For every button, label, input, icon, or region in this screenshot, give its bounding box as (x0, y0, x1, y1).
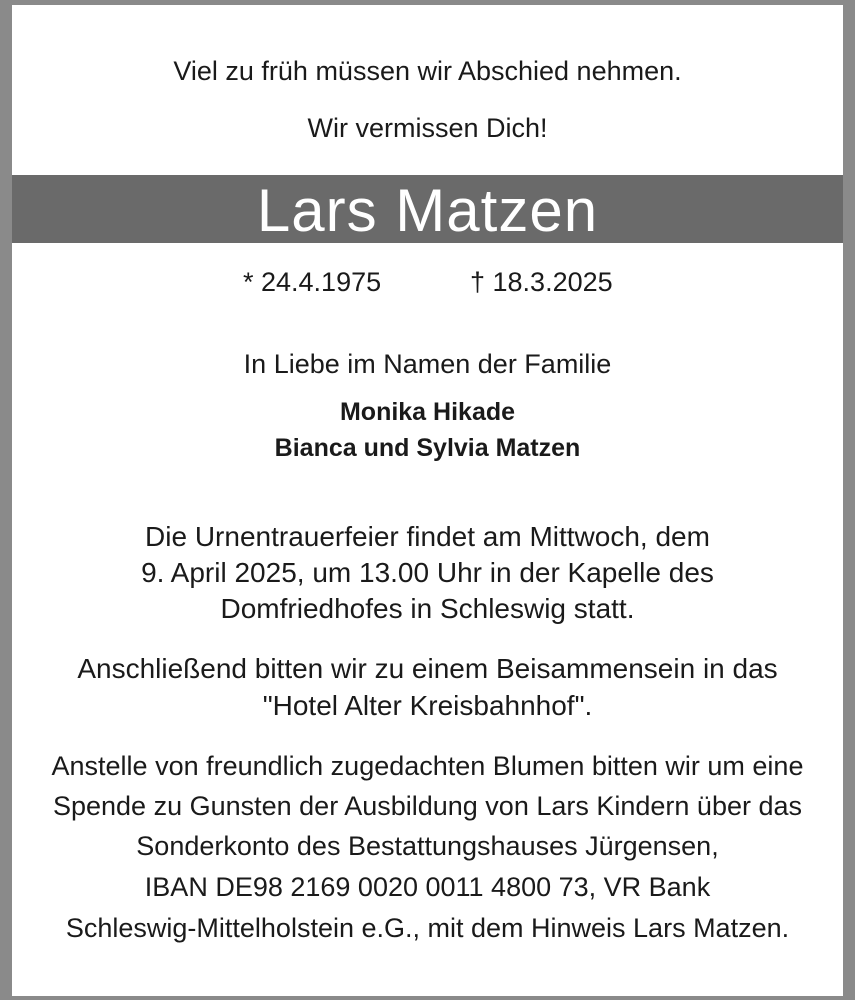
family-name-1: Monika Hikade (339, 398, 516, 426)
name-banner (12, 175, 843, 243)
donation-line-1: Anstelle von freundlich zugedachten Blumen bitten wir um eine (51, 751, 804, 781)
donation-line-3: Sonderkonto des Bestattungshauses Jürgensen, (136, 831, 719, 861)
ceremony-line-2: 9. April 2025, um 13.00 Uhr in der Kapelle des (141, 557, 714, 588)
ceremony-line-3: Domfriedhofes in Schleswig statt. (220, 593, 635, 624)
death-date: † 18.3.2025 (470, 267, 613, 297)
birth-date: * 24.4.1975 (243, 267, 382, 297)
ceremony-line-1: Die Urnentrauerfeier findet am Mittwoch, dem (145, 521, 710, 552)
donation-line-2: Spende zu Gunsten der Ausbildung von Lars Kindern über das (52, 791, 802, 821)
gathering-line-2: "Hotel Alter Kreisbahnhof". (262, 690, 593, 721)
deceased-name: Lars Matzen (256, 177, 599, 244)
donation-line-4: IBAN DE98 2169 0020 0011 4800 73, VR Bank (144, 872, 711, 902)
donation-line-5: Schleswig-Mittelholstein e.G., mit dem Hinweis Lars Matzen. (65, 913, 790, 943)
family-name-2: Bianca und Sylvia Matzen (274, 434, 581, 462)
gathering-line-1: Anschließend bitten wir zu einem Beisammensein in das (77, 653, 778, 684)
family-intro: In Liebe im Namen der Familie (243, 349, 612, 379)
header-line-2: Wir vermissen Dich! (307, 113, 548, 143)
header-line-1: Viel zu früh müssen wir Abschied nehmen. (173, 56, 682, 86)
